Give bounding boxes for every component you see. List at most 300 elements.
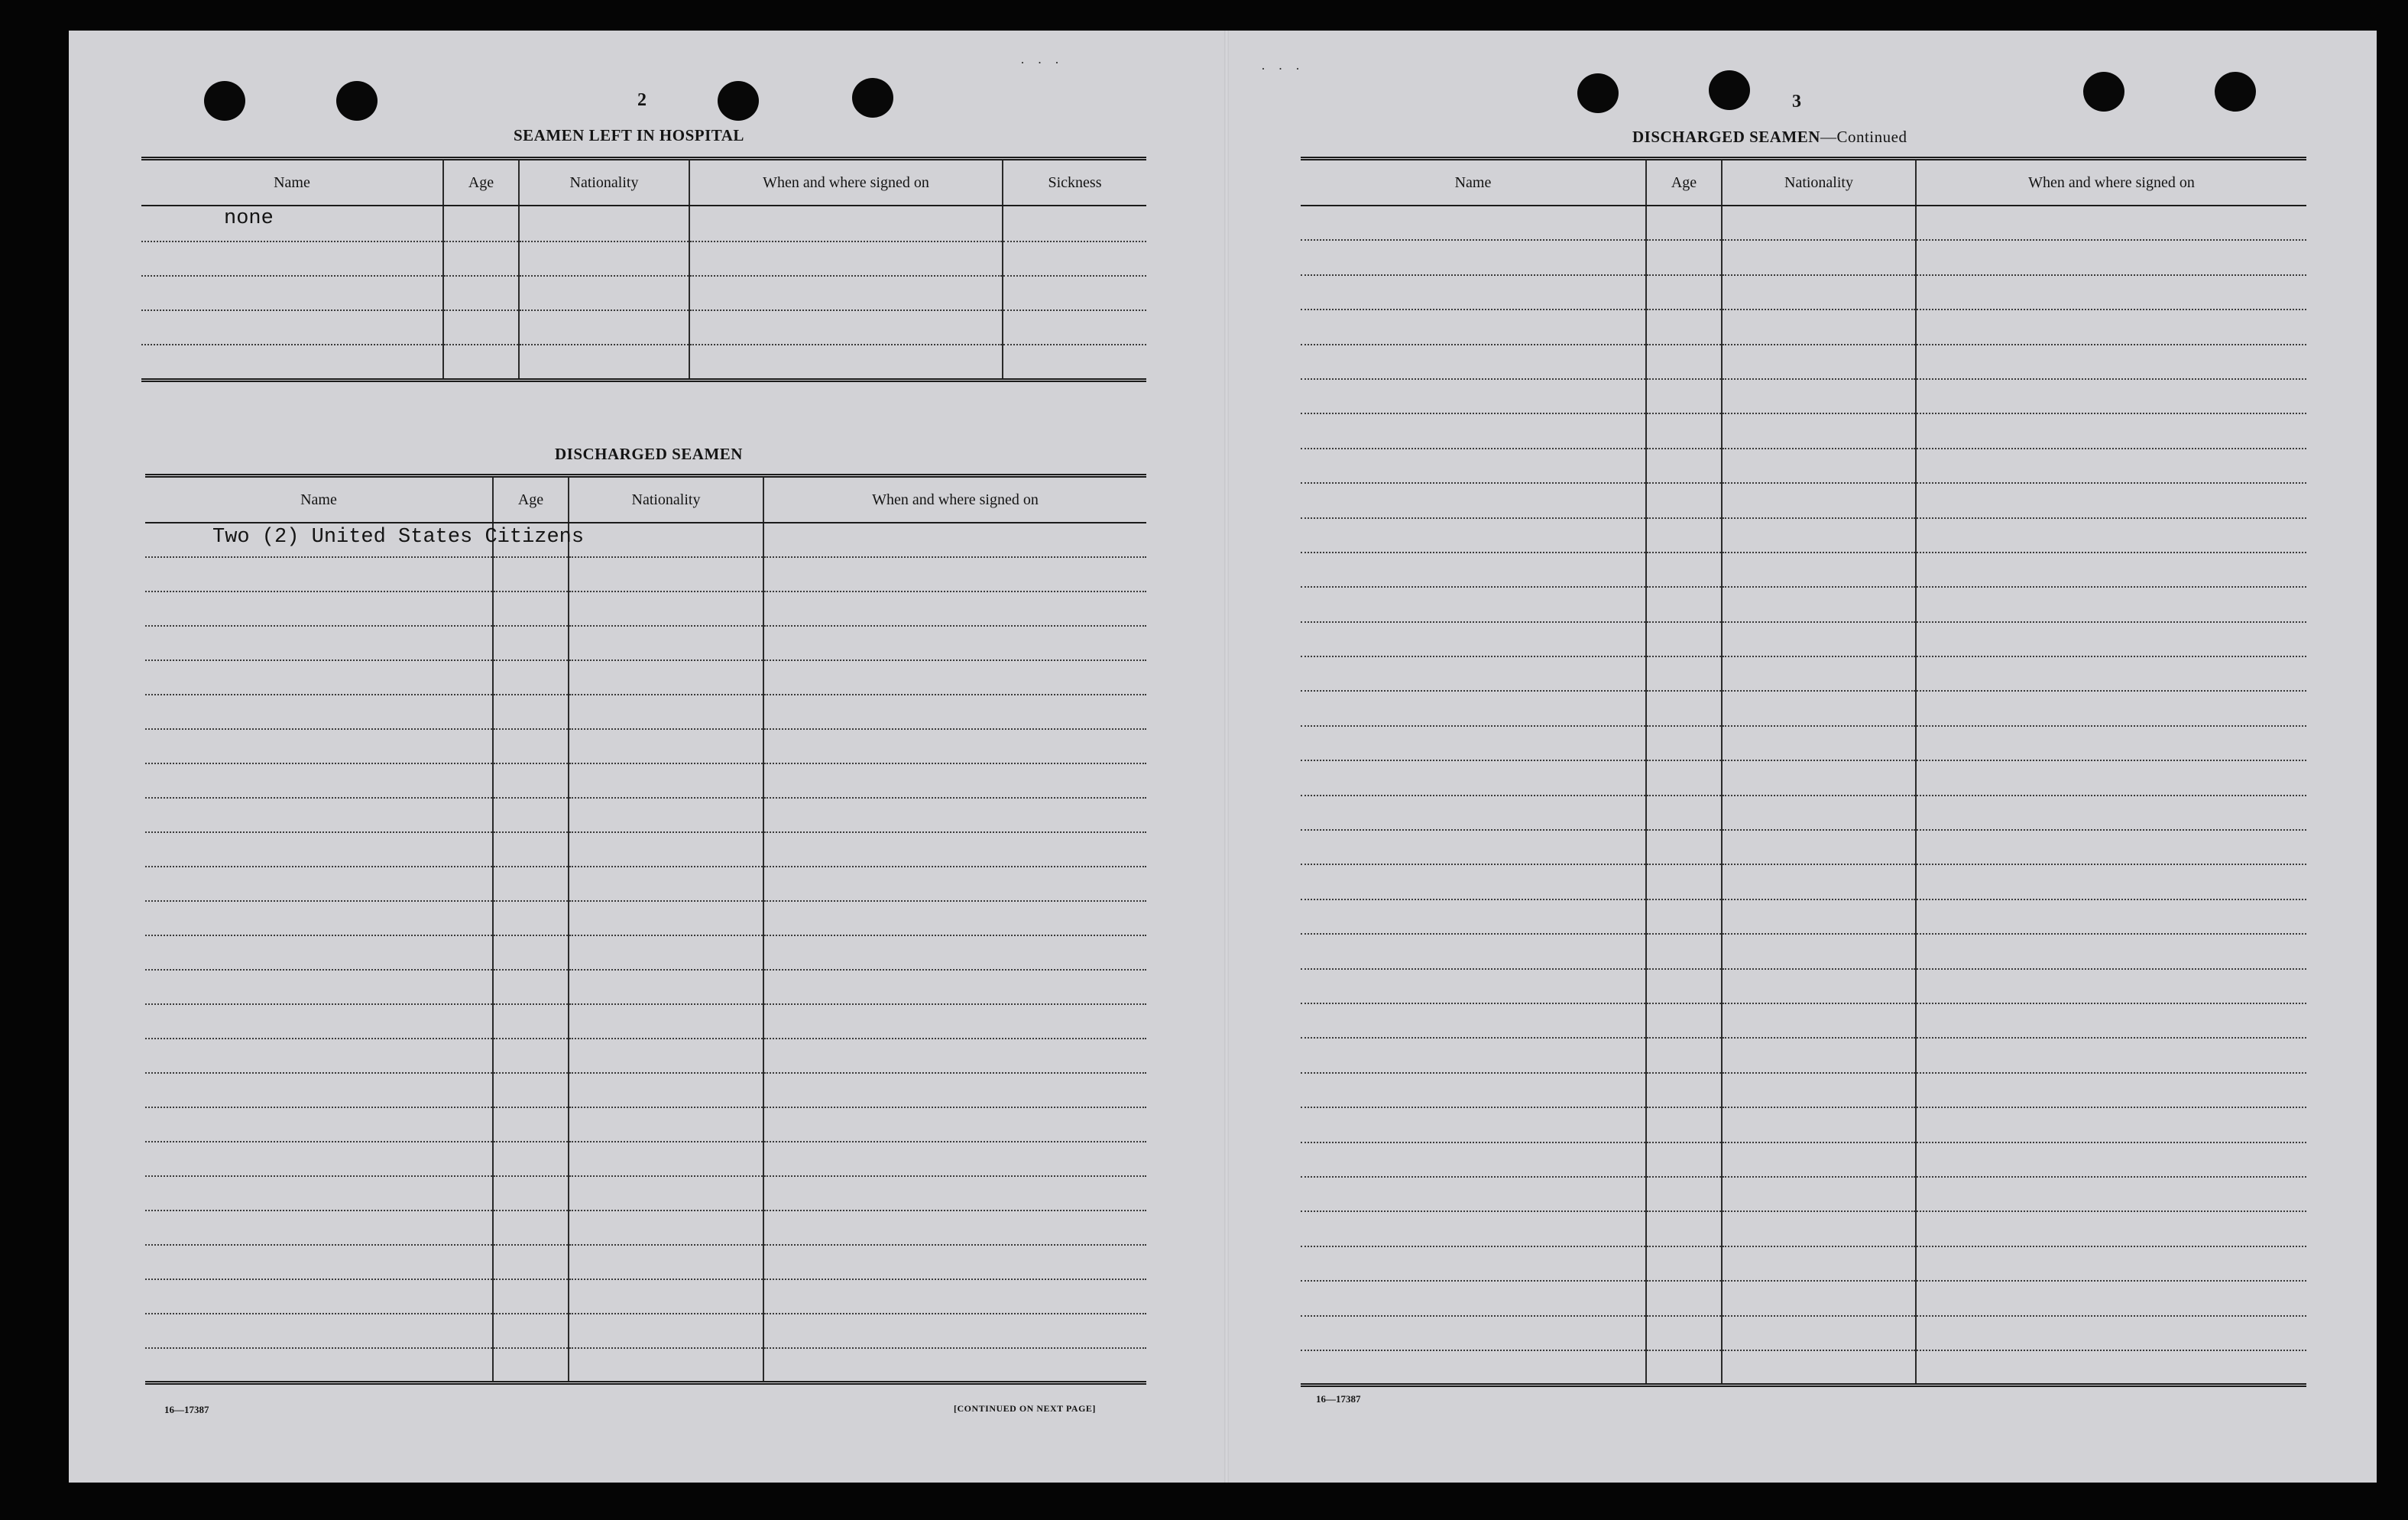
table-cell: [493, 1142, 569, 1176]
table-row: [145, 832, 1146, 867]
table-row: [141, 241, 1146, 276]
table-cell: [569, 1004, 763, 1039]
table-cell: [145, 660, 493, 695]
table-row: [145, 1245, 1146, 1279]
table-cell: [1301, 413, 1646, 448]
table-cell: [1646, 691, 1722, 725]
table-cell: [763, 1348, 1146, 1382]
table-cell: [569, 867, 763, 901]
table-cell: [1646, 345, 1722, 379]
table-cell: [1301, 1350, 1646, 1385]
table-cell: [1916, 206, 2306, 240]
table-cell: [145, 798, 493, 832]
table-cell: [145, 1107, 493, 1142]
table-cell: [1646, 1107, 1722, 1142]
table-cell: [1916, 1246, 2306, 1281]
table-cell: [1722, 1316, 1916, 1350]
table-cell: [1722, 622, 1916, 656]
table-cell: [569, 729, 763, 763]
table-cell: [493, 970, 569, 1004]
table-cell: [493, 832, 569, 867]
table-cell: [1916, 310, 2306, 344]
discharged-continued-title-main: DISCHARGED SEAMEN: [1632, 128, 1820, 146]
table-cell: [569, 1245, 763, 1279]
table-cell: [493, 660, 569, 695]
table-cell: [763, 763, 1146, 798]
table-cell: [1916, 345, 2306, 379]
table-row: [1301, 864, 2306, 899]
table-cell: [1916, 1107, 2306, 1142]
table-cell: [1916, 240, 2306, 274]
table-row: [1301, 760, 2306, 795]
table-cell: [1722, 1281, 1916, 1315]
table-cell: [763, 867, 1146, 901]
table-cell: [1916, 1281, 2306, 1315]
document-sheet: [69, 31, 2377, 1483]
table-cell: [763, 1107, 1146, 1142]
table-cell: [493, 591, 569, 626]
table-cell: [1916, 796, 2306, 830]
table-cell: [1916, 379, 2306, 413]
table-cell: [443, 310, 519, 345]
table-row: [1301, 345, 2306, 379]
table-cell: [493, 1210, 569, 1245]
table-cell: [145, 832, 493, 867]
table-cell: [1003, 206, 1146, 241]
table-row: [1301, 622, 2306, 656]
table-cell: [1722, 1350, 1916, 1385]
table-cell: [1646, 379, 1722, 413]
table-cell: [1916, 413, 2306, 448]
discharged-continued-title: [1632, 128, 1907, 147]
table-cell: [1301, 518, 1646, 553]
table-cell: [1646, 1281, 1722, 1315]
table-cell: [1646, 483, 1722, 517]
table-cell: [443, 276, 519, 310]
hospital-header-row: [141, 159, 1146, 206]
table-cell: [1646, 310, 1722, 344]
col-header-sickness: Sickness: [1003, 159, 1146, 206]
table-cell: [1646, 1177, 1722, 1211]
table-cell: [1722, 449, 1916, 483]
table-cell: [493, 1279, 569, 1314]
col-header-name: Name: [1301, 159, 1646, 206]
table-cell: [569, 660, 763, 695]
table-cell: [1722, 275, 1916, 310]
table-cell: [1916, 275, 2306, 310]
table-row: [145, 729, 1146, 763]
table-row: [145, 867, 1146, 901]
table-cell: [1646, 206, 1722, 240]
table-cell: [443, 206, 519, 241]
table-cell: [763, 1245, 1146, 1279]
table-cell: [689, 345, 1003, 380]
table-cell: [493, 935, 569, 970]
table-cell: [145, 523, 585, 557]
table-cell: [1916, 1177, 2306, 1211]
punch-hole: [718, 81, 759, 121]
table-cell: [1722, 1107, 1916, 1142]
table-row: [145, 901, 1146, 935]
table-cell: [1916, 553, 2306, 587]
table-cell: [145, 970, 493, 1004]
table-cell: [1722, 934, 1916, 968]
table-row: [145, 591, 1146, 626]
table-cell: [1646, 1073, 1722, 1107]
table-row: [145, 1107, 1146, 1142]
punch-hole: [1709, 70, 1750, 110]
table-cell: [1646, 275, 1722, 310]
table-cell: [1646, 240, 1722, 274]
table-row: [1301, 518, 2306, 553]
continued-note: [CONTINUED ON NEXT PAGE]: [954, 1403, 1096, 1414]
table-cell: [569, 626, 763, 660]
table-cell: [1722, 240, 1916, 274]
table-cell: [1722, 1142, 1916, 1177]
table-cell: [1916, 1211, 2306, 1246]
table-cell: [519, 241, 689, 276]
table-cell: [1646, 796, 1722, 830]
table-cell: [1916, 864, 2306, 899]
table-cell: [145, 1210, 493, 1245]
table-row: [1301, 1316, 2306, 1350]
table-cell: [443, 345, 519, 380]
table-cell: [1722, 864, 1916, 899]
scan-marks: · · ·: [1020, 55, 1064, 70]
table-cell: [1301, 1107, 1646, 1142]
table-cell: [145, 729, 493, 763]
form-number-right: 16—17387: [1316, 1393, 1361, 1405]
table-cell: [145, 901, 493, 935]
table-cell: [569, 1348, 763, 1382]
table-cell: [1916, 969, 2306, 1003]
discharged-continued-header-row: [1301, 159, 2306, 206]
table-cell: [1646, 1316, 1722, 1350]
table-cell: [689, 206, 1003, 241]
table-row: [145, 523, 1146, 557]
table-cell: [1646, 969, 1722, 1003]
table-cell: [493, 867, 569, 901]
table-row: [1301, 1038, 2306, 1072]
punch-hole: [204, 81, 245, 121]
table-cell: [1301, 726, 1646, 760]
table-row: [141, 276, 1146, 310]
table-cell: [1301, 1281, 1646, 1315]
table-cell: [763, 695, 1146, 729]
table-cell: [519, 345, 689, 380]
table-cell: [1003, 241, 1146, 276]
table-row: [145, 1210, 1146, 1245]
table-cell: [1916, 934, 2306, 968]
table-cell: [1301, 830, 1646, 864]
table-row: [145, 763, 1146, 798]
table-cell: [1722, 691, 1916, 725]
col-header-signed-on: When and where signed on: [1916, 159, 2306, 206]
typed-entry-discharged: Two (2) United States Citizens: [212, 526, 585, 549]
table-cell: [763, 729, 1146, 763]
table-cell: [1916, 899, 2306, 934]
table-cell: [493, 1073, 569, 1107]
table-cell: [1646, 760, 1722, 795]
discharged-table-left: [145, 474, 1146, 1385]
table-cell: [763, 1279, 1146, 1314]
table-cell: [145, 591, 493, 626]
table-row: [141, 206, 1146, 241]
page-number-left: 2: [637, 90, 647, 110]
table-cell: [1722, 1073, 1916, 1107]
table-row: [145, 970, 1146, 1004]
col-header-age: Age: [443, 159, 519, 206]
hospital-section-title: SEAMEN LEFT IN HOSPITAL: [514, 126, 744, 144]
table-cell: [1722, 1211, 1916, 1246]
table-row: [1301, 1142, 2306, 1177]
table-cell: [1916, 1142, 2306, 1177]
table-cell: [1916, 1003, 2306, 1038]
punch-hole: [2215, 72, 2256, 112]
table-cell: [145, 763, 493, 798]
table-cell: [1301, 1177, 1646, 1211]
table-cell: [1301, 1142, 1646, 1177]
table-cell: [519, 206, 689, 241]
table-cell: [1646, 622, 1722, 656]
table-cell: [569, 798, 763, 832]
table-cell: [519, 310, 689, 345]
form-number-left: 16—17387: [164, 1404, 209, 1415]
table-cell: [1646, 1246, 1722, 1281]
table-cell: [689, 241, 1003, 276]
table-cell: [763, 660, 1146, 695]
table-cell: [1003, 345, 1146, 380]
table-cell: [1722, 379, 1916, 413]
scan-marks: · · ·: [1261, 61, 1304, 76]
table-cell: [145, 1314, 493, 1348]
table-cell: [569, 1142, 763, 1176]
table-cell: [1301, 483, 1646, 517]
table-cell: [1722, 760, 1916, 795]
table-cell: [1646, 1211, 1722, 1246]
table-row: [1301, 449, 2306, 483]
table-cell: [763, 1073, 1146, 1107]
table-cell: [1916, 1073, 2306, 1107]
table-cell: [1301, 691, 1646, 725]
table-cell: [569, 1107, 763, 1142]
table-cell: [1301, 864, 1646, 899]
table-cell: [493, 729, 569, 763]
punch-hole: [1577, 73, 1619, 113]
table-row: [145, 1348, 1146, 1382]
table-row: [1301, 275, 2306, 310]
table-cell: [1301, 310, 1646, 344]
table-cell: [145, 1142, 493, 1176]
table-cell: [689, 310, 1003, 345]
table-cell: [569, 970, 763, 1004]
table-cell: [493, 1348, 569, 1382]
table-cell: [493, 798, 569, 832]
table-cell: [1722, 1003, 1916, 1038]
table-cell: [1722, 553, 1916, 587]
table-cell: [763, 832, 1146, 867]
table-cell: [1722, 899, 1916, 934]
table-row: [1301, 310, 2306, 344]
table-cell: [1646, 553, 1722, 587]
table-cell: [1301, 206, 1646, 240]
table-cell: [1646, 1350, 1722, 1385]
table-cell: [1646, 518, 1722, 553]
table-cell: [763, 1142, 1146, 1176]
col-header-age: Age: [493, 476, 569, 523]
table-cell: [493, 695, 569, 729]
table-cell: [569, 591, 763, 626]
table-cell: [1916, 726, 2306, 760]
table-row: [1301, 1350, 2306, 1385]
table-row: [1301, 413, 2306, 448]
table-cell: [141, 241, 443, 276]
table-cell: [1301, 345, 1646, 379]
table-cell: [1722, 796, 1916, 830]
table-cell: [1646, 934, 1722, 968]
table-cell: [569, 901, 763, 935]
table-cell: [569, 763, 763, 798]
discharged-table-right: [1301, 157, 2306, 1387]
table-cell: [1646, 449, 1722, 483]
table-row: [145, 1279, 1146, 1314]
table-row: [1301, 691, 2306, 725]
hospital-name-cell: [141, 206, 443, 241]
table-cell: [1301, 796, 1646, 830]
table-cell: [1916, 622, 2306, 656]
table-cell: [569, 695, 763, 729]
table-cell: [1646, 1003, 1722, 1038]
table-cell: [569, 1039, 763, 1073]
col-header-name: Name: [145, 476, 493, 523]
table-cell: [1301, 553, 1646, 587]
table-cell: [493, 1314, 569, 1348]
table-cell: [569, 935, 763, 970]
table-cell: [1301, 760, 1646, 795]
table-cell: [1301, 934, 1646, 968]
col-header-name: Name: [141, 159, 443, 206]
table-cell: [1301, 1211, 1646, 1246]
table-cell: [519, 276, 689, 310]
table-cell: [1646, 587, 1722, 621]
table-cell: [1916, 760, 2306, 795]
table-cell: [493, 1176, 569, 1210]
table-cell: [763, 626, 1146, 660]
table-cell: [145, 1039, 493, 1073]
table-row: [145, 1039, 1146, 1073]
table-cell: [689, 276, 1003, 310]
table-cell: [1722, 1177, 1916, 1211]
table-cell: [763, 591, 1146, 626]
table-cell: [1301, 275, 1646, 310]
table-cell: [1301, 1073, 1646, 1107]
table-cell: [1003, 310, 1146, 345]
table-cell: [763, 970, 1146, 1004]
table-cell: [145, 1176, 493, 1210]
table-cell: [145, 1004, 493, 1039]
table-cell: [1916, 1350, 2306, 1385]
table-row: [1301, 206, 2306, 240]
table-cell: [763, 1210, 1146, 1245]
table-cell: [1301, 969, 1646, 1003]
table-cell: [1646, 1142, 1722, 1177]
table-cell: [1722, 483, 1916, 517]
table-cell: [145, 557, 493, 591]
table-row: [1301, 1073, 2306, 1107]
table-row: [1301, 379, 2306, 413]
table-cell: [145, 935, 493, 970]
table-cell: [1722, 726, 1916, 760]
table-cell: [1722, 1246, 1916, 1281]
table-cell: [1722, 413, 1916, 448]
table-cell: [1646, 830, 1722, 864]
table-row: [145, 935, 1146, 970]
table-row: [145, 1176, 1146, 1210]
table-cell: [493, 1004, 569, 1039]
table-cell: [1722, 656, 1916, 691]
table-row: [1301, 587, 2306, 621]
table-cell: [145, 867, 493, 901]
table-cell: [1916, 518, 2306, 553]
table-cell: [493, 901, 569, 935]
table-cell: [763, 557, 1146, 591]
punch-hole: [336, 81, 378, 121]
table-cell: [1301, 1246, 1646, 1281]
table-cell: [763, 1039, 1146, 1073]
table-cell: [1722, 1038, 1916, 1072]
table-cell: [1646, 656, 1722, 691]
page-fold: [1224, 31, 1229, 1483]
table-cell: [145, 695, 493, 729]
table-row: [1301, 830, 2306, 864]
table-cell: [569, 832, 763, 867]
table-cell: [1916, 1038, 2306, 1072]
table-row: [1301, 1177, 2306, 1211]
table-cell: [141, 310, 443, 345]
table-cell: [569, 523, 763, 557]
table-cell: [569, 1279, 763, 1314]
table-cell: [1301, 449, 1646, 483]
table-cell: [1916, 830, 2306, 864]
table-cell: [1301, 587, 1646, 621]
table-row: [1301, 240, 2306, 274]
table-row: [1301, 1246, 2306, 1281]
table-cell: [1916, 656, 2306, 691]
table-cell: [493, 557, 569, 591]
table-cell: [1301, 379, 1646, 413]
table-cell: [1722, 969, 1916, 1003]
table-row: [145, 1314, 1146, 1348]
col-header-nationality: Nationality: [569, 476, 763, 523]
table-cell: [569, 1314, 763, 1348]
col-header-nationality: Nationality: [1722, 159, 1916, 206]
page-number-right: 3: [1792, 92, 1801, 112]
table-cell: [493, 763, 569, 798]
col-header-age: Age: [1646, 159, 1722, 206]
table-row: [1301, 899, 2306, 934]
table-cell: [1916, 483, 2306, 517]
discharged-section-title: DISCHARGED SEAMEN: [555, 445, 743, 463]
table-cell: [1916, 1316, 2306, 1350]
table-cell: [1916, 587, 2306, 621]
table-cell: [493, 626, 569, 660]
table-cell: [1646, 864, 1722, 899]
col-header-signed-on: When and where signed on: [763, 476, 1146, 523]
table-cell: [1301, 1316, 1646, 1350]
table-cell: [493, 1039, 569, 1073]
table-row: [145, 695, 1146, 729]
table-cell: [493, 1245, 569, 1279]
